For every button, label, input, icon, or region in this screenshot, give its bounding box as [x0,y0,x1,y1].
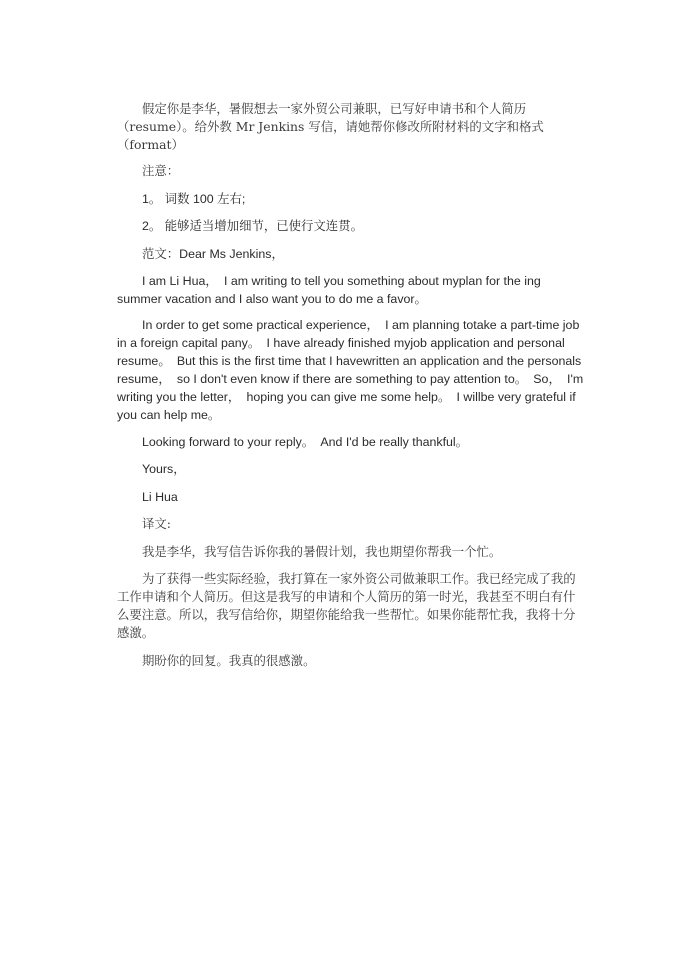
prompt-line: （format） [117,137,184,152]
letter-paragraph-3: Looking forward to your reply。 And I'd be really thankful。 [142,434,469,449]
translation-heading: 译文: [142,516,171,532]
translation-paragraph-2: 为了获得一些实际经验，我打算在一家外资公司做兼职工作。我已经完成了我的工作申请和个人简历。但这是我写的申请和个人简历的第一时光，我甚至不明白有什么要注意。所以，我写信给你，期望你能给我一些帮忙。如果你能帮忙我，我将十分感激。 [117,571,576,641]
letter-paragraph-1: I am Li Hua， I am writing to tell you something about myplan for the ing summer vacation and I also want you to do me a favor。 [117,274,541,306]
note-item-1: 1。 词数 100 左右; [142,191,246,206]
prompt-paragraph [117,100,587,154]
prompt-line: （resume）。给外教 Mr Jenkins 写信，请她帮你修改所附材料的文字和格式 [117,119,544,134]
translation-paragraph-1: 我是李华，我写信告诉你我的暑假计划，我也期望你帮我一个忙。 [142,543,502,559]
note-item-2: 2。 能够适当增加细节，已使行文连贯。 [142,219,363,233]
document-page [117,100,587,678]
prompt-line: 假定你是李华，暑假想去一家外贸公司兼职，已写好申请书和个人简历 [142,101,527,116]
translation-paragraph-3: 期盼你的回复。我真的很感激。 [142,652,316,668]
sample-heading: 范文：Dear Ms Jenkins， [142,246,284,261]
notes-heading: 注意： [142,163,180,178]
letter-signature: Li Hua [142,489,178,504]
letter-closing: Yours， [142,462,186,477]
letter-paragraph-2: In order to get some practical experience， I am planning totake a part-time job in a foreign capital pany。 I have already finished myjob application and personal resume。 But this is the first time that I havewritten an application and the personals resume， so I don't even know if there are something to pay attention to。 So， I'm writing you the letter， hoping you can give me some help。 I willbe very grateful if you can help me。 [117,318,584,423]
